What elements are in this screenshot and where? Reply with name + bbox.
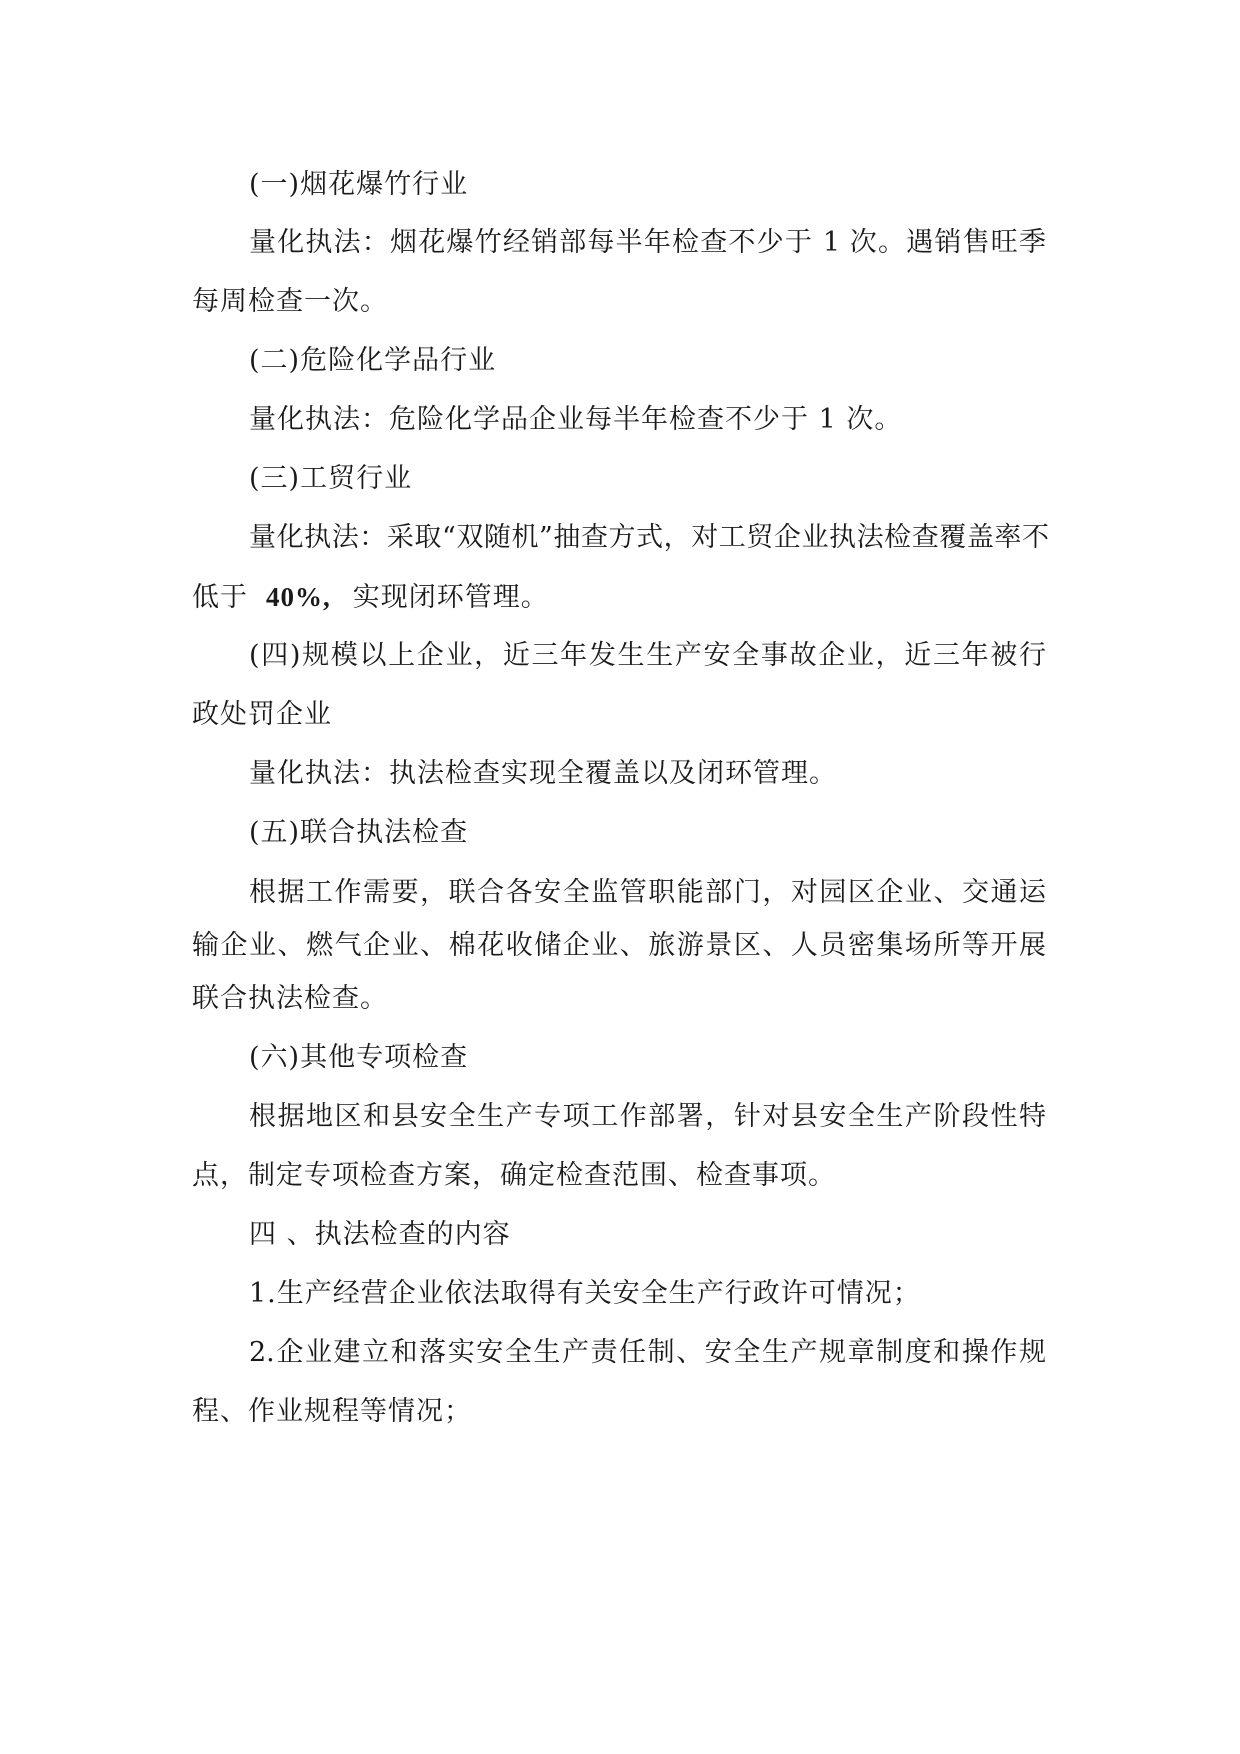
paragraph-line bbox=[192, 580, 549, 615]
section-heading-joint-enforcement: (五)联合执法检查 bbox=[249, 817, 469, 848]
coverage-rate: 40%, bbox=[266, 582, 331, 612]
paragraph-line: 输企业、燃气企业、棉花收储企业、旅游景区、人员密集场所等开展 bbox=[192, 930, 1046, 961]
paragraph-line: 根据地区和县安全生产专项工作部署，针对县安全生产阶段性特 bbox=[249, 1101, 1046, 1132]
paragraph-line: 量化执法：执法检查实现全覆盖以及闭环管理。 bbox=[249, 758, 837, 789]
list-item: 1.生产经营企业依法取得有关安全生产行政许可情况； bbox=[249, 1278, 921, 1309]
paragraph-line: 量化执法：烟花爆竹经销部每半年检查不少于 1 次。遇销售旺季 bbox=[249, 227, 1046, 258]
text-segment: 实现闭环管理。 bbox=[352, 582, 549, 613]
paragraph-line: 每周检查一次。 bbox=[192, 286, 388, 317]
section-heading-industry-trade: (三)工贸行业 bbox=[249, 463, 413, 494]
section-heading-large-enterprises-cont: 政处罚企业 bbox=[192, 699, 332, 730]
section-heading-fireworks: (一)烟花爆竹行业 bbox=[249, 169, 469, 200]
section-heading-large-enterprises: (四)规模以上企业，近三年发生生产安全事故企业，近三年被行 bbox=[249, 640, 1046, 671]
list-item-cont: 程、作业规程等情况； bbox=[192, 1396, 472, 1427]
paragraph-line: 点，制定专项检查方案，确定检查范围、检查事项。 bbox=[192, 1160, 836, 1191]
chapter-heading-inspection-content: 四 、执法检查的内容 bbox=[249, 1219, 511, 1250]
paragraph-line: 量化执法：危险化学品企业每半年检查不少于 1 次。 bbox=[249, 404, 903, 435]
section-heading-special-inspections: (六)其他专项检查 bbox=[249, 1042, 469, 1073]
paragraph-line: 联合执法检查。 bbox=[192, 983, 388, 1014]
paragraph-line: 根据工作需要，联合各安全监管职能部门，对园区企业、交通运 bbox=[249, 877, 1046, 908]
list-item: 2.企业建立和落实安全生产责任制、安全生产规章制度和操作规 bbox=[249, 1337, 1046, 1368]
text-segment: 低于 bbox=[192, 582, 248, 613]
section-heading-hazardous-chemicals: (二)危险化学品行业 bbox=[249, 345, 497, 376]
paragraph-line: 量化执法：采取“双随机”抽查方式，对工贸企业执法检查覆盖率不 bbox=[249, 522, 1049, 553]
